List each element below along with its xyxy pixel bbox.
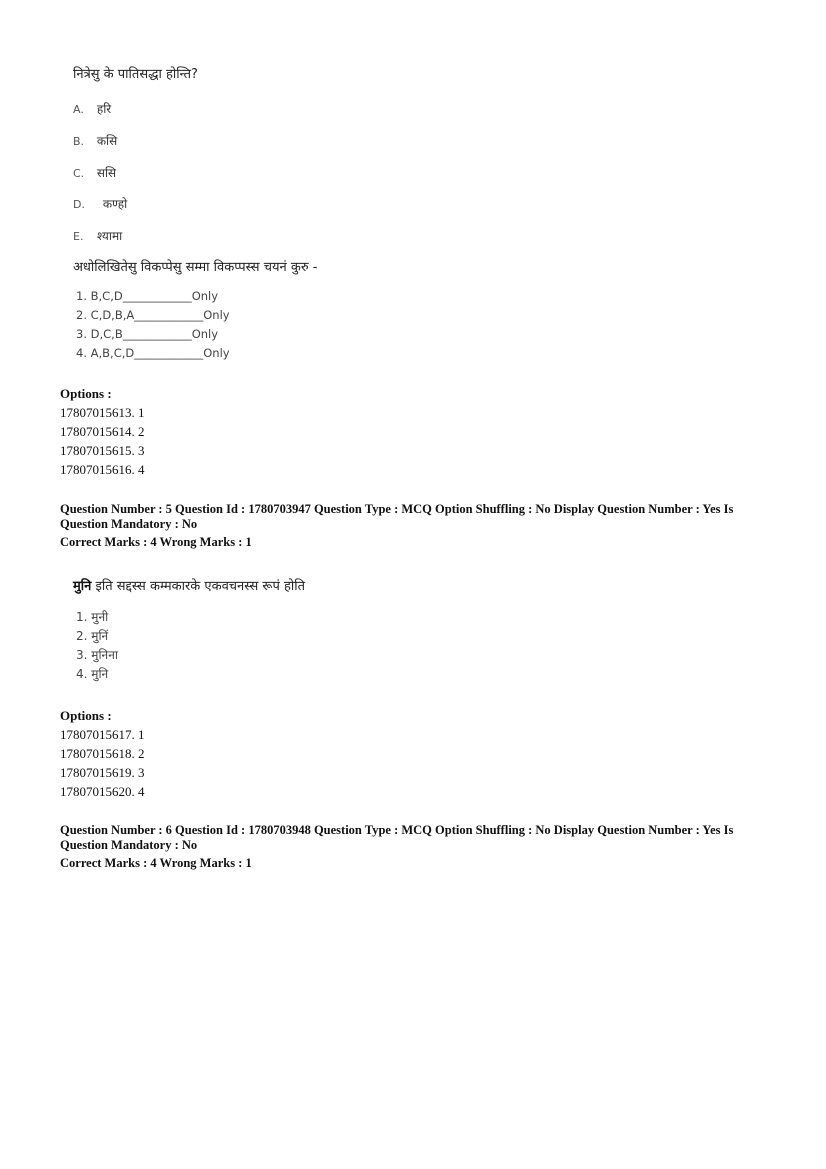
letter-option-a (73, 100, 111, 117)
choice-4: 4. मुनि (76, 667, 109, 681)
question-5-choices (76, 608, 118, 684)
letter-option-b-letter: B. (73, 135, 85, 148)
option-id-row: 17807015615. 3 (60, 443, 145, 458)
choice-2: 2. C,D,B,A____________Only (76, 308, 230, 322)
letter-option-c (73, 164, 116, 181)
letter-option-d (73, 195, 127, 212)
question-5-options (60, 706, 145, 801)
question-5-stem-rest: इति सद्दस्स कम्मकारके एकवचनस्स रूपं होति (91, 579, 306, 594)
letter-option-a-letter: A. (73, 103, 84, 116)
choice-2: 2. मुनिं (76, 629, 109, 643)
letter-option-e (73, 227, 122, 244)
question-4-options (60, 384, 145, 479)
choice-4: 4. A,B,C,D____________Only (76, 346, 230, 360)
question-4-choices (76, 287, 230, 363)
letter-option-c-text: ससि (96, 166, 117, 180)
option-id-row: 17807015618. 2 (60, 746, 145, 761)
letter-option-b (73, 132, 117, 149)
question-6-meta (60, 823, 760, 871)
options-label: Options : (60, 386, 112, 401)
question-5-stem (73, 576, 305, 594)
letter-option-a-text: हरि (96, 102, 112, 116)
question-6-marks: Correct Marks : 4 Wrong Marks : 1 (60, 856, 252, 870)
option-id-row: 17807015614. 2 (60, 424, 145, 439)
letter-option-d-text: कण्हो (102, 197, 128, 211)
option-id-row: 17807015619. 3 (60, 765, 145, 780)
question-5-marks: Correct Marks : 4 Wrong Marks : 1 (60, 535, 252, 549)
choice-1: 1. B,C,D____________Only (76, 289, 219, 303)
option-id-row: 17807015616. 4 (60, 462, 145, 477)
letter-option-b-text: कसि (96, 134, 118, 148)
question-6-meta-line1: Question Number : 6 Question Id : 1780703948 Question Type : MCQ Option Shuffling : No Display Question Number : Yes Is (60, 823, 734, 837)
choice-3: 3. D,C,B____________Only (76, 327, 219, 341)
choice-3: 3. मुनिना (76, 648, 118, 662)
question-5-stem-keyword: मुनि (73, 579, 92, 594)
letter-option-c-letter: C. (73, 167, 85, 180)
options-label: Options : (60, 708, 112, 723)
question-4-instruction: अधोलिखितेसु विकप्पेसु सम्मा विकप्पस्स चयनं कुरु - (73, 260, 318, 275)
question-6-meta-line2: Question Mandatory : No (60, 838, 198, 852)
option-id-row: 17807015617. 1 (60, 727, 145, 742)
question-5-meta (60, 502, 760, 550)
choice-1: 1. मुनी (76, 610, 109, 624)
option-id-row: 17807015613. 1 (60, 405, 145, 420)
letter-option-d-letter: D. (73, 198, 85, 211)
question-4-stem: नित्रेसु के पातिसद्धा होन्ति? (73, 67, 198, 82)
question-5-meta-line2: Question Mandatory : No (60, 517, 198, 531)
letter-option-e-text: श्यामा (96, 229, 123, 243)
letter-option-e-letter: E. (73, 230, 84, 243)
question-5-meta-line1: Question Number : 5 Question Id : 1780703947 Question Type : MCQ Option Shuffling : No Display Question Number : Yes Is (60, 502, 734, 516)
option-id-row: 17807015620. 4 (60, 784, 145, 799)
